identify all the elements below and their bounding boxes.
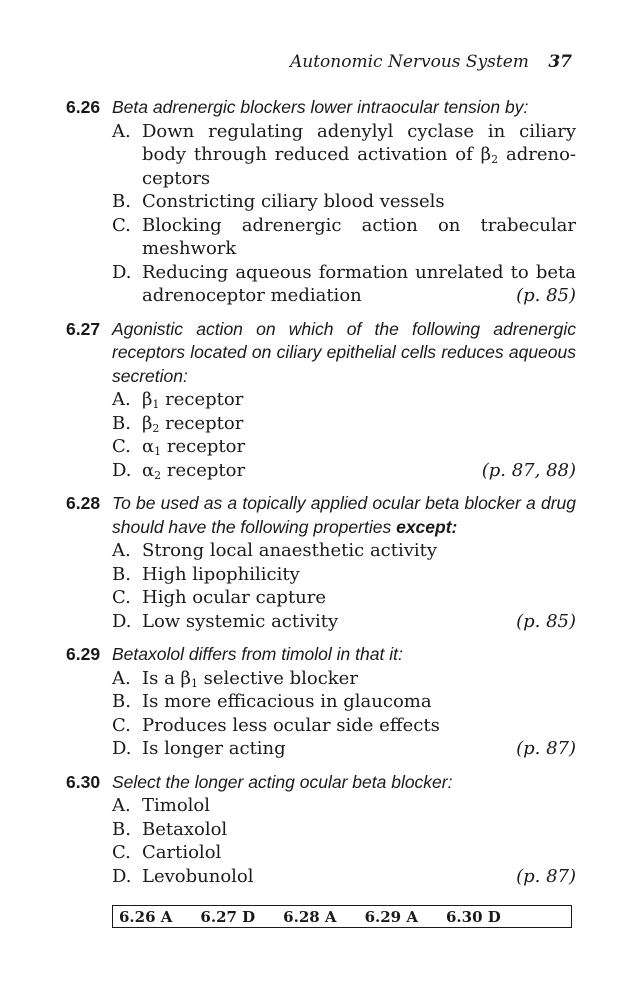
option-letter: A.	[112, 795, 131, 816]
option-c	[112, 214, 576, 261]
question-stem-emphasis: except:	[396, 516, 458, 537]
question-stem: To be used as a topically applied ocular beta blocker a drug should have the following properties except:	[112, 493, 576, 537]
option-letter: A.	[112, 389, 131, 410]
question-6-26	[66, 96, 576, 308]
option-letter: A.	[112, 540, 131, 561]
option-text: Is a $\beta_1$ selective blocker	[142, 667, 358, 690]
option-letter: C.	[112, 842, 131, 863]
page-reference: (p. 87)	[516, 865, 576, 887]
option-d	[112, 865, 576, 889]
option-a	[112, 794, 576, 818]
question-stem: Select the longer acting ocular beta blocker:	[112, 771, 453, 792]
running-header	[290, 52, 572, 72]
option-letter: B.	[112, 191, 131, 212]
question-number: 6.28	[66, 493, 101, 513]
question-list	[66, 96, 576, 898]
option-text: Is longer acting (p. 87)	[142, 738, 576, 759]
question-stem: Agonistic action on which of the following adrenergic receptors located on ciliary epithelial cells reduces aqueous secretion:	[112, 318, 576, 386]
option-letter: A.	[112, 667, 131, 689]
option-text: Strong local anaesthetic activity	[142, 540, 438, 561]
answer-6-27: 6.27 D	[200, 907, 256, 926]
option-letter: D.	[112, 865, 132, 887]
question-number: 6.29	[66, 644, 101, 664]
option-a	[112, 539, 576, 563]
option-text: Cartiolol	[142, 842, 222, 863]
option-text: $\alpha_2$ receptor (p. 87, 88)	[142, 459, 576, 482]
option-text: Betaxolol	[142, 818, 228, 840]
option-text: $\alpha_1$ receptor	[142, 436, 246, 458]
question-number: 6.27	[66, 318, 101, 339]
option-text: High ocular capture	[142, 587, 327, 608]
option-letter: C.	[112, 714, 131, 736]
option-a	[112, 388, 576, 412]
question-number: 6.26	[66, 97, 101, 117]
option-letter: C.	[112, 214, 131, 236]
question-number: 6.30	[66, 771, 101, 792]
option-text: High lipophilicity	[142, 563, 300, 585]
option-b	[112, 563, 576, 587]
option-text: Levobunolol (p. 87)	[142, 865, 576, 887]
option-text: Reducing aqueous formation unrelated to beta adrenoceptor mediation (p. 85)	[142, 261, 576, 306]
question-stem: Beta adrenergic blockers lower intraocular tension by:	[112, 97, 529, 117]
option-letter: B.	[112, 412, 131, 434]
option-letter: D.	[112, 738, 132, 759]
option-b	[112, 690, 576, 714]
question-6-27	[66, 318, 576, 483]
option-letter: A.	[112, 120, 131, 142]
page-number: 37	[548, 52, 572, 72]
question-6-30	[66, 771, 576, 889]
option-letter: C.	[112, 587, 131, 608]
answer-key	[112, 905, 572, 928]
answer-6-26: 6.26 A	[119, 907, 173, 926]
option-a	[112, 667, 576, 691]
option-a	[112, 120, 576, 191]
option-letter: B.	[112, 691, 131, 712]
option-d	[112, 610, 576, 634]
option-text: Blocking adrenergic action on trabecular meshwork	[142, 214, 576, 259]
option-letter: D.	[112, 261, 132, 283]
option-letter: B.	[112, 563, 131, 585]
answer-6-28: 6.28 A	[283, 907, 337, 926]
option-c	[112, 435, 576, 459]
option-letter: C.	[112, 436, 131, 457]
option-b	[112, 190, 576, 214]
option-letter: D.	[112, 459, 132, 481]
option-text: Is more efficacious in glaucoma	[142, 691, 432, 712]
page-reference: (p. 85)	[516, 285, 576, 306]
option-text: Timolol	[142, 795, 211, 816]
question-6-29	[66, 643, 576, 761]
answer-6-30: 6.30 D	[445, 907, 501, 926]
option-c	[112, 841, 576, 865]
question-6-28	[66, 492, 576, 633]
section-title: Autonomic Nervous System	[290, 52, 529, 72]
question-stem: Betaxolol differs from timolol in that it:	[112, 644, 403, 664]
option-c	[112, 714, 576, 738]
option-d	[112, 737, 576, 761]
option-letter: D.	[112, 610, 132, 632]
option-text: $\beta_1$ receptor	[142, 389, 244, 411]
option-text: Produces less ocular side effects	[142, 714, 440, 736]
answer-6-29: 6.29 A	[364, 907, 418, 926]
option-d	[112, 459, 576, 483]
option-b	[112, 412, 576, 436]
option-d	[112, 261, 576, 308]
option-text: Low systemic activity (p. 85)	[142, 610, 576, 632]
option-text: Constricting ciliary blood vessels	[142, 191, 445, 212]
option-b	[112, 818, 576, 842]
option-text: $\beta_2$ receptor	[142, 412, 244, 435]
page-reference: (p. 87, 88)	[481, 459, 576, 481]
page-reference: (p. 85)	[516, 610, 576, 632]
option-letter: B.	[112, 818, 131, 840]
page-reference: (p. 87)	[516, 738, 576, 759]
option-text: Down regulating adenylyl cyclase in ciliary body through reduced activation of $\beta_2$ adreno-ceptors	[142, 120, 576, 189]
option-c	[112, 586, 576, 610]
